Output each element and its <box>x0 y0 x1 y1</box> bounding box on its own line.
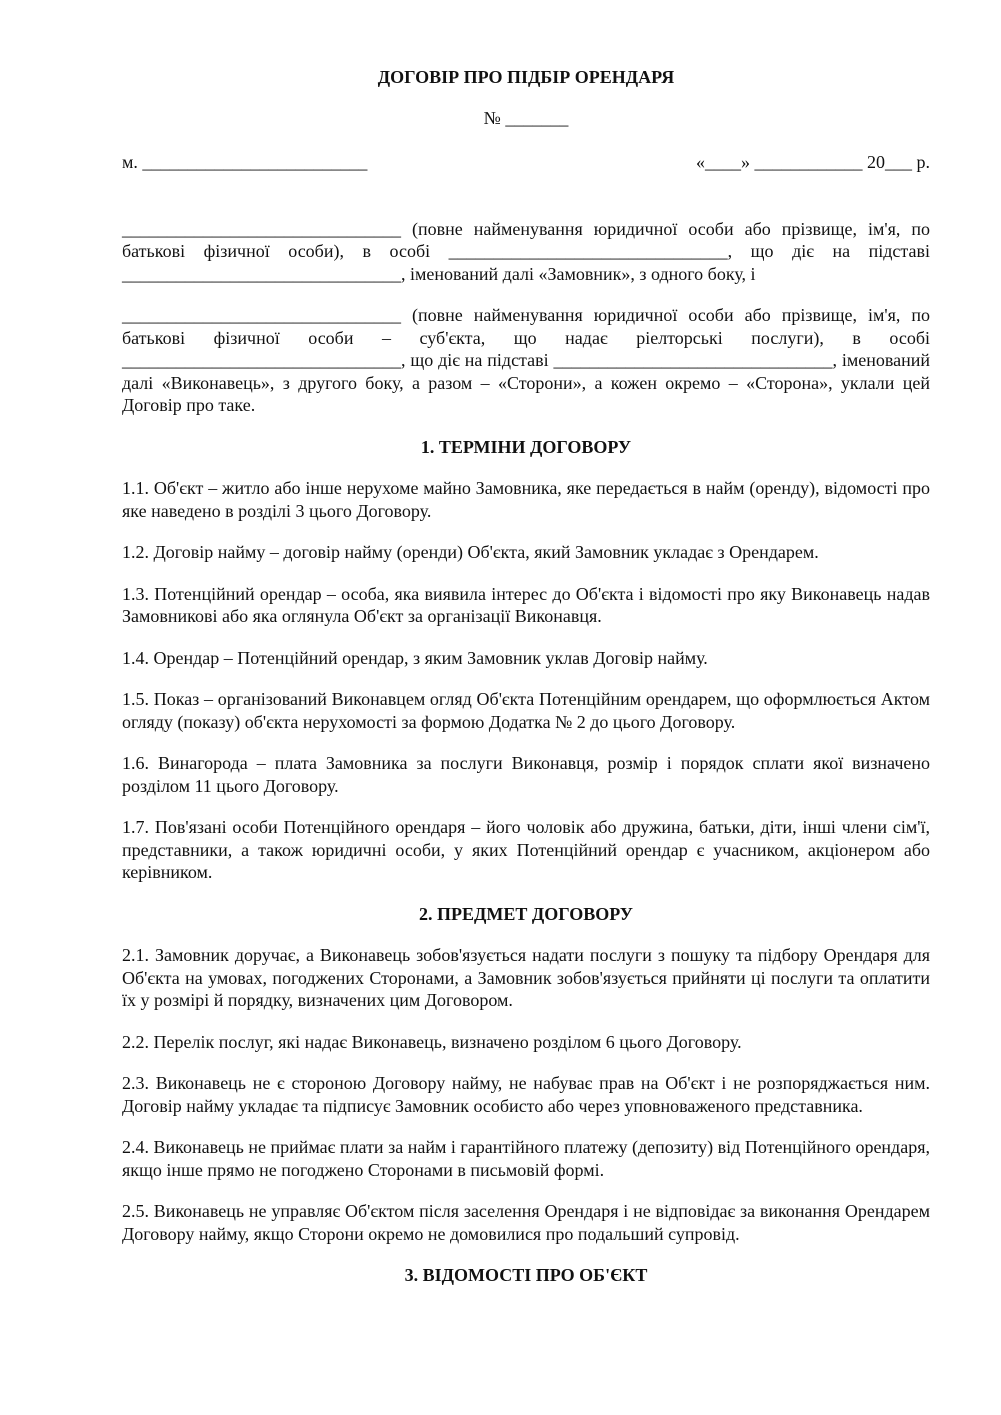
clause: 2.5. Виконавець не управляє Об'єктом після заселення Орендаря і не відповідає за виконання Орендарем Договору найму, якщо Сторони окремо не домовилися про подальший супровід. <box>122 1201 930 1244</box>
clause: 2.3. Виконавець не є стороною Договору найму, не набуває прав на Об'єкт і не розпоряджається ним. Договір найму укладає та підписує Замовник особисто або через уповноваженого представника. <box>122 1073 930 1116</box>
clause: 2.2. Перелік послуг, які надає Виконавець, визначено розділом 6 цього Договору. <box>122 1031 742 1052</box>
clause: 1.7. Пов'язані особи Потенційного орендаря – його чоловік або дружина, батьки, діти, інші члени сім'ї, представники, а також юридичні особи, у яких Потенційний орендар є учасником, акціонером або керівником. <box>122 817 930 882</box>
clause: 2.1. Замовник доручає, а Виконавець зобов'язується надати послуги з пошуку та підбору Орендаря для Об'єкта на умовах, погоджених Сторонами, а Замовник зобов'язується прийняти ці послуги та оплатити їх у розмірі й порядку, визначених цим Договором. <box>122 945 930 1010</box>
section-heading: 1. ТЕРМІНИ ДОГОВОРУ <box>420 436 632 457</box>
date-field: «____» ____________ 20___ р. <box>696 152 930 172</box>
clause: 1.4. Орендар – Потенційний орендар, з яким Замовник уклав Договір найму. <box>122 647 708 668</box>
place-date-line <box>122 151 930 174</box>
section-heading: 3. ВІДОМОСТІ ПРО ОБ'ЄКТ <box>404 1265 648 1285</box>
section-terms <box>122 436 930 884</box>
clause: 2.4. Виконавець не приймає плати за найм і гарантійного платежу (депозиту) від Потенційного орендаря, якщо інше прямо не погоджено Сторонами в письмовій формі. <box>122 1137 930 1180</box>
document-title: ДОГОВІР ПРО ПІДБІР ОРЕНДАРЯ <box>377 67 675 87</box>
document-number: № _______ <box>483 107 569 128</box>
clause: 1.2. Договір найму – договір найму (оренди) Об'єкта, який Замовник укладає з Орендарем. <box>122 542 819 562</box>
intro-contractor-paragraph: _______________________________ (повне найменування юридичної особи або прізвище, ім'я, по батькові фізичної особи – суб'єкта, що надає ріелторські послуги), в особі _______________________________, що діє на підставі _______________________________, іменований далі «Виконавець», з другого боку, а разом – «Сторони», а кожен окремо – «Сторона», уклали цей Договір про таке. <box>122 305 930 415</box>
clause: 1.3. Потенційний орендар – особа, яка виявила інтерес до Об'єкта і відомості про яку Виконавець надав Замовникові або яка оглянула Об'єкт за організації Виконавця. <box>122 583 930 626</box>
city-field: м. _________________________ <box>122 152 368 172</box>
clause: 1.5. Показ – організований Виконавцем огляд Об'єкта Потенційним орендарем, що оформлюється Актом огляду (показу) об'єкта нерухомості за формою Додатка № 2 до цього Договору. <box>122 689 930 732</box>
clause: 1.1. Об'єкт – житло або інше нерухоме майно Замовника, яке передається в найм (оренду), відомості про яке наведено в розділі 3 цього Договору. <box>122 478 930 521</box>
section-subject <box>122 903 930 1246</box>
section-heading: 2. ПРЕДМЕТ ДОГОВОРУ <box>418 903 634 924</box>
intro-customer-paragraph: _______________________________ (повне найменування юридичної особи або прізвище, ім'я, по батькові фізичної особи), в особі _______________________________, що діє на підставі _______________________________, іменований далі «Замовник», з одного боку, і <box>122 218 930 284</box>
clause: 1.6. Винагорода – плата Замовника за послуги Виконавця, розмір і порядок сплати якої визначено розділом 11 цього Договору. <box>122 753 930 796</box>
section-object-info <box>122 1264 930 1287</box>
